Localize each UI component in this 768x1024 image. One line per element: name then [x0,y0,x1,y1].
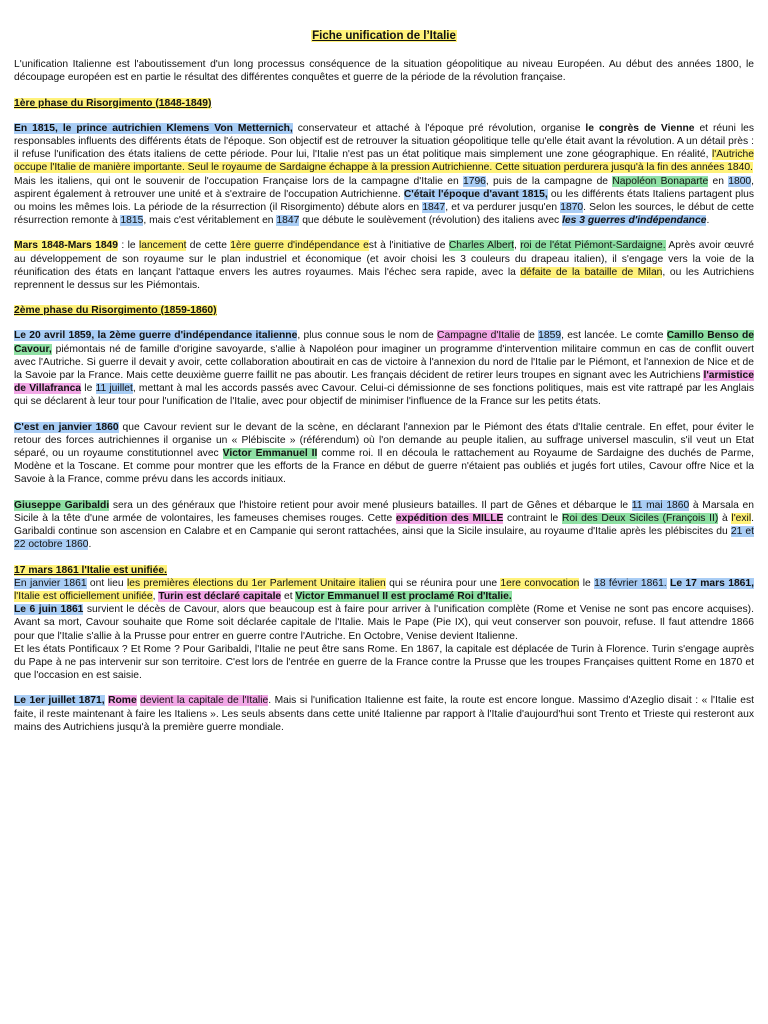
phase3-paragraph-3: Et les états Pontificaux ? Et Rome ? Pour Garibaldi, l'Italie ne peut être sans Rome. En 1867, la capitale est déplacée de Turin à Florence. Turin s'engage auprès du Pape à ne pas intervenir sur son territoire. C'est lors de l'entrée en guerre de la France contre la Prusse que les troupes Françaises quittent Rome en 1870 et que l'occasion en est saisie. [14,643,754,682]
phase3-paragraph-4: Le 1er juillet 1871, Rome devient la capitale de l'Italie. Mais si l'unification Italienne est faite, la route est encore longue. Massimo d'Azeglio disait : « l'Italie est faite, il reste maintenant à faire les Italiens ». Les seuls absents dans cette unité Italienne par rapport à l'Italie d'aujourd'hui sont Trento et Trieste qui resteront aux mains des Autrichiens jusqu'à la première guerre mondiale. [14,695,754,733]
phase1-paragraph-1: En 1815, le prince autrichien Klemens Von Metternich, conservateur et attaché à l'époque pré révolution, organise le congrès de Vienne et réuni les responsables influents des différents états de l'époque. Son objectif est de retrouver la situation géopolitique telle qu'elle était avant la révolution. A un détail près : il refuse l'unification des états italiens de cette période. Pour lui, l'Italie n'est pas un état politique mais simplement une zone géographique. En réalité, l'Autriche occupe l'Italie de manière importante. Seul le royaume de Sardaigne échappe à la pression Autrichienne. Cette situation perdurera jusqu'à la fin des années 1840. [14,122,754,174]
phase3-paragraph-2: Le 6 juin 1861 survient le décès de Cavour, alors que beaucoup est à faire pour arriver à l'unification complète (Rome et Venise ne sont pas encore acquises). Avant sa mort, Cavour souhaite que Rome soit déclarée capitale de l'Italie. Mais le Pape (Pie IX), qui veut conserver son pouvoir, refuse. Il faut attendre 1866 pour que l'Italie s'allie à la Prusse pour entrer en guerre contre l'Autriche. En Octobre, Venise devient Italienne. [14,604,754,642]
document-title: Fiche unification de l’Italie [312,30,456,42]
phase1-paragraph-2: Mais les italiens, qui ont le souvenir de l'occupation Française lors de la campagne d'Italie en 1796, puis de la campagne de Napoléon Bonaparte en 1800, aspirent également à retrouver une unité et à s'extraire de l'occupation Autrichienne. C'était l'époque d'avant 1815, ou les différents états Italiens partagent plus ou moins les mêmes lois. La période de la résurrection (il Risorgimento) débute alors en 1847, et va perdurer jusqu'en 1870. Selon les sources, le début de cette résurrection remonte à 1815, mais c'est véritablement en 1847 que débute le soulèvement (révolution) des italiens avec les 3 guerres d'indépendance. [14,175,755,227]
document-page [14,30,754,734]
phase2-paragraph-1: Le 20 avril 1859, la 2ème guerre d'indépendance italienne, plus connue sous le nom de Campagne d'Italie de 1859, est lancée. Le comte Camillo Benso de Cavour, piémontais né de famille d'origine savoyarde, s'allie à Napoléon pour imaginer un programme d'intervention militaire commun en cas de conflit ouvert avec l'Autriche. Si guerre il devait y avoir, cette collaboration aboutirait en cas de victoire à l'annexion du nord de l'Italie par le Piémont, et l'annexion de Nice et de la Savoie par la France. Mais cette deuxième guerre faillit ne pas aboutir. Les français décident de retirer leurs troupes en signant avec les Autrichiens l'armistice de Villafranca le 11 juillet, mettant à mal les accords passés avec Cavour. Celui-ci démissionne de ses fonctions politiques, mais est vite rattrapé par les Anglais qui se déclarent à leur tour pour l'unification de l'Italie, avec pour objectif de minimiser l'influence de la France sur les petits états. [14,330,754,408]
phase2-paragraph-3: Giuseppe Garibaldi sera un des généraux que l'histoire retient pour avoir mené plusieurs batailles. Il part de Gênes et débarque le 11 mai 1860 à Marsala en Sicile à la tête d'une armée de volontaires, les fameuses chemises rouges. Cette expédition des MILLE contraint le Roi des Deux Siciles (François II) à l'exil. Garibaldi continue son ascension en Calabre et en Campanie qui seront rattachées, ainsi que la Sicile insulaire, au royaume d'Italie après les plébiscites du 21 et 22 octobre 1860. [14,499,754,551]
phase3-paragraph-1: En janvier 1861 ont lieu les premières élections du 1er Parlement Unitaire italien qui se réunira pour une 1ere convocation le 18 février 1861. Le 17 mars 1861, l'Italie est officiellement unifiée, Turin est déclaré capitale et Victor Emmanuel II est proclamé Roi d'Italie. [14,577,754,602]
intro-paragraph: L'unification Italienne est l'aboutissement d'un long processus conséquence de la situation géopolitique au niveau Européen. Au début des années 1800, le découpage européen est en partie le résultat des différentes conquêtes et guerre de la période de la révolution française. [14,59,754,84]
phase2-heading: 2ème phase du Risorgimento (1859-1860) [14,305,217,317]
phase3-heading: 17 mars 1861 l'Italie est unifiée. [14,564,167,576]
phase1-heading: 1ère phase du Risorgimento (1848-1849) [14,97,212,109]
phase1-paragraph-3: Mars 1848-Mars 1849 : le lancement de cette 1ère guerre d'indépendance est à l'initiative de Charles Albert, roi de l'état Piémont-Sardaigne. Après avoir œuvré au développement de son royaume sur le plan industriel et économique (et avoir choisi les 3 couleurs du drapeau italien), il s'engage vers la voie de la réunification des états en lançant l'attaque envers les autres royaumes. Mais l'échec sera rapide, avec la défaite de la bataille de Milan, ou les Autrichiens reprennent le dessus sur les Piémontais. [14,240,755,292]
phase2-paragraph-2: C'est en janvier 1860 que Cavour revient sur le devant de la scène, en déclarant l'annexion par le Piémont des états d'Italie centrale. En effet, pour éviter le retour des forces autrichiennes il organise un « Plébiscite » (référendum) où l'on demande au peuple italien, au suffrage universel masculin, s'il veut un Etat séparé, ou un royaume constitutionnel avec Victor Emmanuel II comme roi. Il en découla le rattachement au Royaume de Sardaigne des duchés de Parme, Modène et la Toscane. Et comme pour montrer que les efforts de la France en début de guerre n'étaient pas oubliés et jugés fort utiles, Cavour offre Nice et la Savoie à la France, comme prévu dans les accords initiaux. [14,421,754,486]
